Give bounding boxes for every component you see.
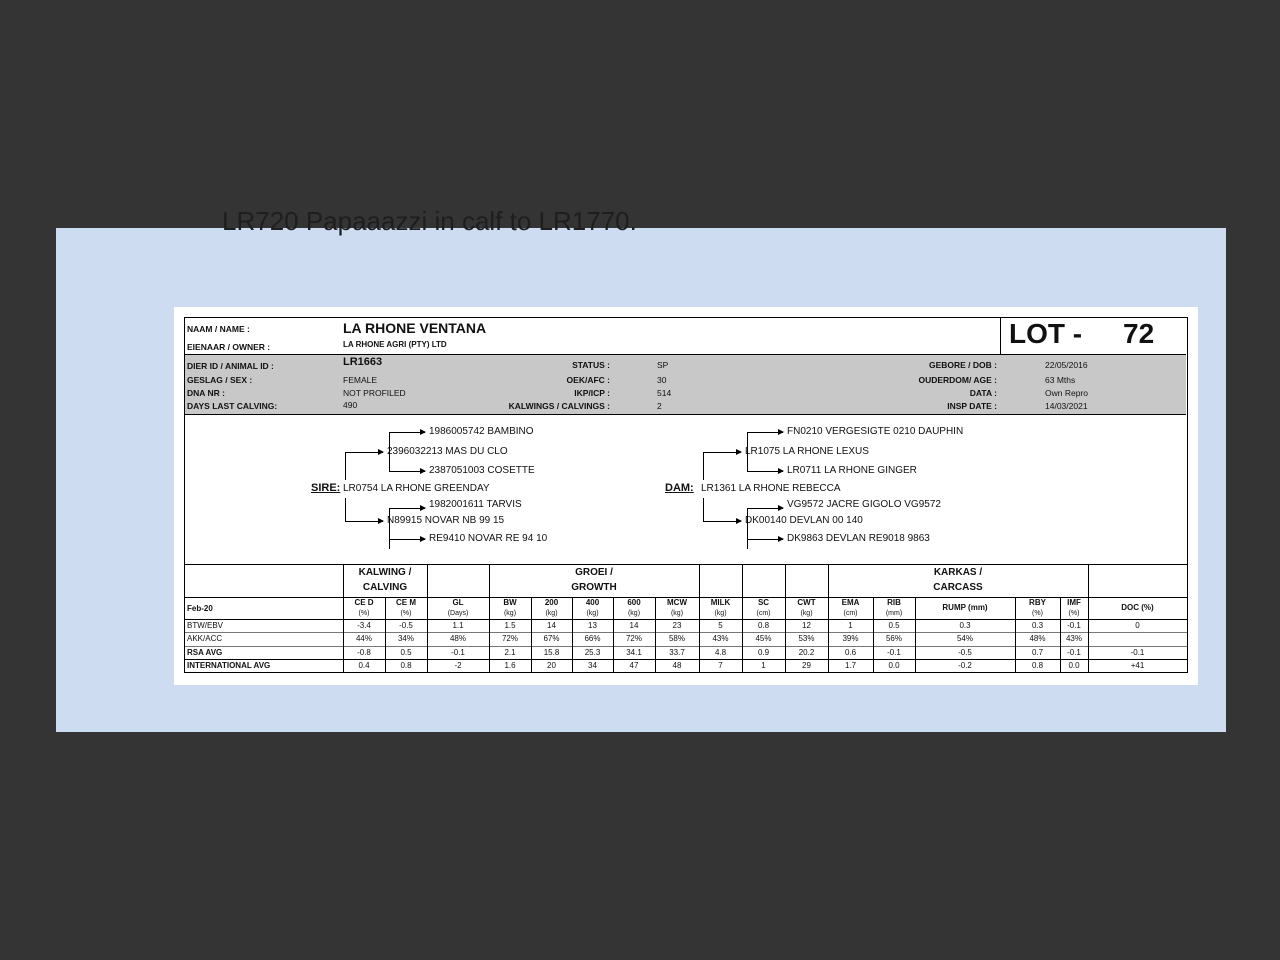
table-cell: 0.5: [400, 648, 412, 657]
table-col-header: DOC (%): [1121, 603, 1154, 612]
table-cell: 29: [802, 661, 811, 670]
sire-sire-sire: 1986005742 BAMBINO: [429, 426, 534, 437]
table-cell: 0.6: [844, 648, 857, 657]
table-cell: 1: [848, 621, 853, 630]
table-cell: 33.7: [669, 648, 685, 657]
table-cell: 66%: [584, 634, 601, 643]
table-cell: 20.2: [798, 648, 815, 657]
owner-label: EIENAAR / OWNER :: [187, 342, 271, 352]
table-date: Feb-20: [187, 604, 213, 613]
table-cell: -0.1: [887, 648, 901, 657]
table-cell: 34%: [397, 634, 414, 643]
table-cell: 23: [672, 621, 682, 630]
table-cell: 0.8: [1031, 661, 1044, 670]
afc-label: OEK/AFC :: [566, 375, 610, 385]
afc-value: 30: [657, 375, 667, 385]
table-cell: 1.1: [452, 621, 464, 630]
table-cell: 0.3: [959, 621, 971, 630]
sire-dam: N89915 NOVAR NB 99 15: [387, 515, 505, 526]
status-label: STATUS :: [572, 360, 610, 370]
dam-sire-dam: LR0711 LA RHONE GINGER: [787, 465, 917, 476]
table-cell: 0.5: [888, 621, 900, 630]
table-cell: -0.1: [1130, 648, 1145, 657]
table-cell: 14: [547, 621, 556, 630]
table-col-header: EMA (cm): [841, 598, 860, 617]
table-col-header: MILK (kg): [710, 598, 731, 617]
table-col-header: SC (cm): [756, 598, 771, 617]
icp-label: IKP/ICP :: [574, 388, 610, 398]
table-col-header: IMF (%): [1067, 598, 1081, 617]
group-calving-1: KALWING /: [358, 567, 412, 578]
dam-sire: LR1075 LA RHONE LEXUS: [745, 446, 869, 457]
table-cell: 0: [1135, 621, 1140, 630]
table-cell: 0.9: [757, 648, 770, 657]
sire-sire-dam: 2387051003 COSETTE: [429, 465, 535, 476]
table-cell: 14: [629, 621, 639, 630]
dob-value: 22/05/2016: [1045, 360, 1088, 370]
table-cell: +41: [1130, 661, 1145, 670]
table-cell: 48%: [1029, 634, 1046, 643]
lot-sheet: [174, 307, 1198, 685]
ebv-table: [185, 564, 1187, 672]
dob-label: GEBORE / DOB :: [928, 360, 997, 370]
lot-number: 72: [1123, 318, 1155, 349]
table-col-header: CE D (%): [354, 598, 374, 617]
table-cell: -0.5: [399, 621, 413, 630]
table-cell: 53%: [798, 634, 815, 643]
table-col-header: BW (kg): [503, 598, 517, 617]
insp-value: 14/03/2021: [1045, 401, 1088, 411]
info-block: [185, 354, 1186, 415]
table-col-header: MCW (kg): [667, 598, 687, 617]
group-carcass-1: KARKAS /: [933, 567, 983, 578]
animal-id-label: DIER ID / ANIMAL ID :: [187, 361, 274, 371]
sex-value: FEMALE: [343, 375, 378, 385]
table-col-header: 400 (kg): [585, 598, 600, 617]
table-cell: 2.1: [504, 648, 516, 657]
table-cell: -0.8: [357, 648, 371, 657]
table-cell: 39%: [842, 634, 859, 643]
table-col-header: RBY (%): [1029, 598, 1046, 617]
dam-label: DAM:: [665, 482, 694, 494]
animal-id: LR1663: [343, 356, 383, 368]
calvings-value: 2: [657, 401, 662, 411]
table-cell: 20: [547, 661, 556, 670]
table-col-header: 200 (kg): [544, 598, 559, 617]
table-col-header: CE M (%): [396, 598, 416, 617]
table-cell: -0.5: [958, 648, 972, 657]
name-label: NAAM / NAME :: [187, 324, 250, 334]
group-calving-2: CALVING: [362, 582, 408, 593]
table-cell: 13: [588, 621, 597, 630]
dna-label: DNA NR :: [187, 388, 225, 398]
owner-value: LA RHONE AGRI (PTY) LTD: [343, 340, 447, 349]
table-cell: 45%: [755, 634, 772, 643]
sire-dam-dam: RE9410 NOVAR RE 94 10: [429, 533, 548, 544]
table-cell: 0.4: [358, 661, 370, 670]
table-row-label: RSA AVG: [187, 648, 223, 657]
table-cell: 12: [802, 621, 811, 630]
table-cell: 7: [718, 661, 723, 670]
table-cell: 1.5: [504, 621, 516, 630]
table-cell: 34: [588, 661, 597, 670]
table-cell: 0.0: [1068, 661, 1080, 670]
table-col-divider: [1187, 564, 1188, 672]
table-cell: 0.8: [757, 621, 770, 630]
table-row-label: AKK/ACC: [187, 634, 223, 643]
table-cell: 0.0: [888, 661, 900, 670]
dam-dam: DK00140 DEVLAN 00 140: [745, 515, 863, 526]
table-cell: 72%: [501, 634, 518, 643]
days-label: DAYS LAST CALVING:: [187, 401, 278, 411]
table-cell: -0.1: [1067, 648, 1081, 657]
sire-dam-sire: 1982001611 TARVIS: [429, 499, 522, 510]
table-cell: 1.7: [844, 661, 857, 670]
table-cell: 67%: [543, 634, 560, 643]
table-cell: 43%: [1065, 634, 1082, 643]
group-growth-2: GROWTH: [571, 582, 617, 593]
dam-dam-dam: DK9863 DEVLAN RE9018 9863: [787, 533, 930, 544]
age-value: 63 Mths: [1045, 375, 1076, 385]
dam-sire-sire: FN0210 VERGESIGTE 0210 DAUPHIN: [787, 426, 964, 437]
group-carcass-2: CARCASS: [933, 582, 983, 593]
age-label: OUDERDOM/ AGE :: [918, 375, 997, 385]
icp-value: 514: [657, 388, 672, 398]
table-row-label: BTW/EBV: [187, 621, 224, 630]
table-cell: 48%: [449, 634, 466, 643]
sex-label: GESLAG / SEX :: [187, 375, 253, 385]
sheet-frame: [184, 317, 1188, 673]
table-cell: 15.8: [543, 648, 560, 657]
dna-value: NOT PROFILED: [343, 388, 406, 398]
lot-label: LOT -: [1009, 318, 1083, 349]
table-cell: -2: [454, 661, 462, 670]
table-cell: 58%: [668, 634, 685, 643]
table-cell: -0.1: [1067, 621, 1081, 630]
table-col-header: RIB (mm): [885, 598, 903, 617]
insp-label: INSP DATE :: [947, 401, 997, 411]
sire-sire: 2396032213 MAS DU CLO: [387, 446, 508, 457]
status-value: SP: [657, 360, 669, 370]
table-cell: 34.1: [626, 648, 642, 657]
table-row-label: INTERNATIONAL AVG: [187, 661, 271, 670]
table-cell: 25.3: [584, 648, 601, 657]
table-cell: 47: [629, 661, 639, 670]
sire-name: LR0754 LA RHONE GREENDAY: [343, 483, 490, 494]
table-cell: 44%: [355, 634, 372, 643]
slide: [56, 206, 1226, 732]
table-cell: 4.8: [714, 648, 727, 657]
dam-dam-sire: VG9572 JACRE GIGOLO VG9572: [787, 499, 941, 510]
days-value: 490: [343, 400, 358, 410]
group-growth-1: GROEI /: [575, 567, 613, 578]
dam-name: LR1361 LA RHONE REBECCA: [701, 483, 841, 494]
animal-name: LA RHONE VENTANA: [343, 320, 487, 336]
calvings-label: KALWINGS / CALVINGS :: [508, 401, 610, 411]
table-col-header: 600 (kg): [627, 598, 641, 617]
table-cell: 1.6: [504, 661, 516, 670]
table-col-header: GL (Days): [447, 598, 469, 617]
table-col-header: RUMP (mm): [942, 603, 988, 612]
table-cell: -3.4: [357, 621, 371, 630]
table-cell: 43%: [712, 634, 729, 643]
table-cell: 48: [672, 661, 682, 670]
table-cell: 5: [718, 621, 723, 630]
table-col-header: CWT (kg): [797, 598, 816, 617]
slide-title: LR720 Papaaazzi in calf to LR1770.: [222, 206, 637, 236]
table-cell: 56%: [885, 634, 902, 643]
table-cell: 1: [761, 661, 766, 670]
table-cell: 0.7: [1031, 648, 1044, 657]
table-cell: 54%: [956, 634, 973, 643]
data-label: DATA :: [969, 388, 997, 398]
table-cell: 0.3: [1031, 621, 1044, 630]
table-cell: 72%: [625, 634, 642, 643]
table-cell: -0.1: [451, 648, 465, 657]
data-value: Own Repro: [1045, 388, 1088, 398]
sire-label: SIRE:: [311, 482, 341, 494]
table-cell: 0.8: [400, 661, 412, 670]
table-cell: -0.2: [958, 661, 972, 670]
